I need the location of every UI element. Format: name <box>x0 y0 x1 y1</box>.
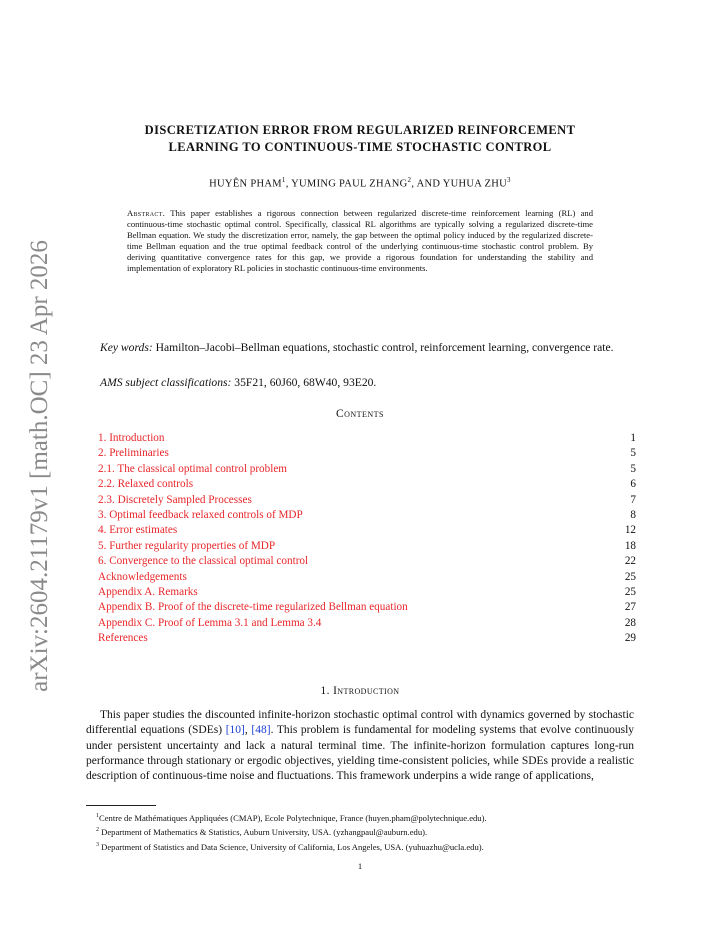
citation-link[interactable]: [10] <box>225 724 245 737</box>
toc-entry[interactable] <box>98 508 636 523</box>
toc-page-number: 5 <box>630 462 636 475</box>
footnote-text: Department of Mathematics & Statistics, Auburn University, USA. (yzhangpaul@auburn.edu). <box>99 827 428 838</box>
introduction-paragraph <box>86 708 634 784</box>
footnote <box>86 824 646 838</box>
toc-entry[interactable] <box>98 431 636 446</box>
toc-entry[interactable] <box>98 539 636 554</box>
toc-page-number: 7 <box>630 493 636 506</box>
toc-link[interactable]: Appendix B. Proof of the discrete-time regularized Bellman equation <box>98 601 408 614</box>
author-3: , AND YUHUA ZHU <box>411 178 508 190</box>
footnote-mark: 1 <box>96 813 99 819</box>
author-1-affil: 1 <box>281 176 286 184</box>
toc-link[interactable]: Appendix A. Remarks <box>98 585 198 598</box>
footnote-text: Centre de Mathématiques Appliquées (CMAP), Ecole Polytechnique, France (huyen.pham@polytechnique.edu). <box>99 812 487 823</box>
toc-link[interactable]: Appendix C. Proof of Lemma 3.1 and Lemma 3.4 <box>98 616 322 629</box>
toc-link[interactable]: 3. Optimal feedback relaxed controls of MDP <box>98 508 303 521</box>
toc-entry[interactable] <box>98 477 636 492</box>
toc-link[interactable]: 2.3. Discretely Sampled Processes <box>98 493 252 506</box>
toc-entry[interactable] <box>98 493 636 508</box>
toc-link[interactable]: 2.1. The classical optimal control problem <box>98 462 288 475</box>
citation-separator: , <box>244 724 252 737</box>
toc-entry[interactable] <box>98 600 636 615</box>
toc-entry[interactable] <box>98 554 636 569</box>
toc-page-number: 29 <box>624 632 636 645</box>
toc-entry[interactable] <box>98 570 636 585</box>
toc-entry[interactable] <box>98 631 636 646</box>
arxiv-identifier-stamp: arXiv:2604.21179v1 [math.OC] 23 Apr 2026 <box>26 240 53 692</box>
toc-link[interactable]: References <box>98 632 148 645</box>
footnote-mark: 2 <box>96 827 99 834</box>
toc-entry[interactable] <box>98 616 636 631</box>
footnote-mark: 3 <box>96 841 99 848</box>
abstract-label: Abstract. <box>127 208 166 218</box>
author-list <box>100 176 620 190</box>
toc-link[interactable]: Acknowledgements <box>98 570 187 583</box>
toc-page-number: 25 <box>624 570 636 583</box>
footnotes <box>86 810 646 853</box>
toc-link[interactable]: 6. Convergence to the classical optimal control <box>98 555 309 568</box>
toc-page-number: 8 <box>630 508 636 521</box>
page-number: 1 <box>357 861 363 871</box>
table-of-contents <box>98 431 636 646</box>
keywords-label: Key words: <box>100 341 153 354</box>
toc-link[interactable]: 5. Further regularity properties of MDP <box>98 539 276 552</box>
toc-link[interactable]: 1. Introduction <box>98 432 165 444</box>
paper-title <box>100 122 620 156</box>
ams-classification <box>100 376 376 389</box>
author-2-affil: 2 <box>407 176 412 184</box>
toc-page-number: 28 <box>624 616 636 629</box>
toc-entry[interactable] <box>98 523 636 538</box>
toc-page-number: 22 <box>624 555 636 568</box>
title-line-2: LEARNING TO CONTINUOUS-TIME STOCHASTIC CONTROL <box>168 140 552 154</box>
toc-page-number: 5 <box>630 447 636 460</box>
footnote <box>86 810 646 824</box>
footnote-text: Department of Statistics and Data Science, University of California, Los Angeles, USA. (yuhuazhu@ucla.edu). <box>99 841 484 852</box>
intro-text-1: This paper studies the discounted infinite-horizon stochastic optimal control with dynamics governed by stochastic differential equations (SDEs) <box>86 709 634 737</box>
abstract-text: This paper establishes a rigorous connection between regularized discrete-time reinforcement learning (RL) and continuous-time stochastic optimal control. Specifically, classical RL algorithms are typically solving a regularized discrete-time Bellman equation. We study the discretization error, namely, the gap between the optimal policy induced by the regularized discrete-time Bellman equation and the true optimal feedback control of the underlying continuous-time stochastic control problem. By deriving quantitative convergence rates for this gap, we provide a rigorous foundation for understanding the stability and implementation of exploratory RL policies in stochastic continuous-time environments. <box>127 208 593 274</box>
toc-page-number: 27 <box>624 601 636 614</box>
author-1: HUYÊN PHAM <box>209 178 282 190</box>
keywords-text: Hamilton–Jacobi–Bellman equations, stochastic control, reinforcement learning, convergence rate. <box>155 341 614 354</box>
toc-page-number: 18 <box>624 539 636 552</box>
contents-heading: Contents <box>335 408 385 420</box>
toc-page-number: 6 <box>630 478 636 491</box>
footnote-rule <box>86 805 156 806</box>
toc-entry[interactable] <box>98 462 636 477</box>
toc-entry[interactable] <box>98 446 636 461</box>
abstract <box>127 208 593 275</box>
ams-text: 35F21, 60J60, 68W40, 93E20. <box>234 376 377 389</box>
toc-page-number: 25 <box>624 585 636 598</box>
footnote <box>86 839 646 853</box>
toc-page-number: 12 <box>624 524 636 537</box>
title-line-1: DISCRETIZATION ERROR FROM REGULARIZED REINFORCEMENT <box>144 123 576 137</box>
intro-text-2: . This problem is fundamental for modeling systems that evolve continuously under persistent uncertainty and lack a natural terminal time. The infinite-horizon formulation captures long-run performance through stationary or ergodic objectives, yielding time-consistent policies, while SDEs provide a realistic description of continuous-time noise and fluctuations. This framework underpins a wide range of applications, <box>86 724 635 783</box>
keywords <box>86 340 634 355</box>
author-3-affil: 3 <box>507 176 511 184</box>
citation-link[interactable]: [48] <box>251 724 271 737</box>
author-2: , YUMING PAUL ZHANG <box>285 178 408 190</box>
toc-entry[interactable] <box>98 585 636 600</box>
toc-page-number: 1 <box>630 432 636 444</box>
toc-link[interactable]: 4. Error estimates <box>98 524 178 537</box>
toc-link[interactable]: 2.2. Relaxed controls <box>98 478 194 491</box>
section-heading-introduction: 1. Introduction <box>320 685 400 697</box>
ams-label: AMS subject classifications: <box>100 376 232 389</box>
toc-link[interactable]: 2. Preliminaries <box>98 447 169 460</box>
